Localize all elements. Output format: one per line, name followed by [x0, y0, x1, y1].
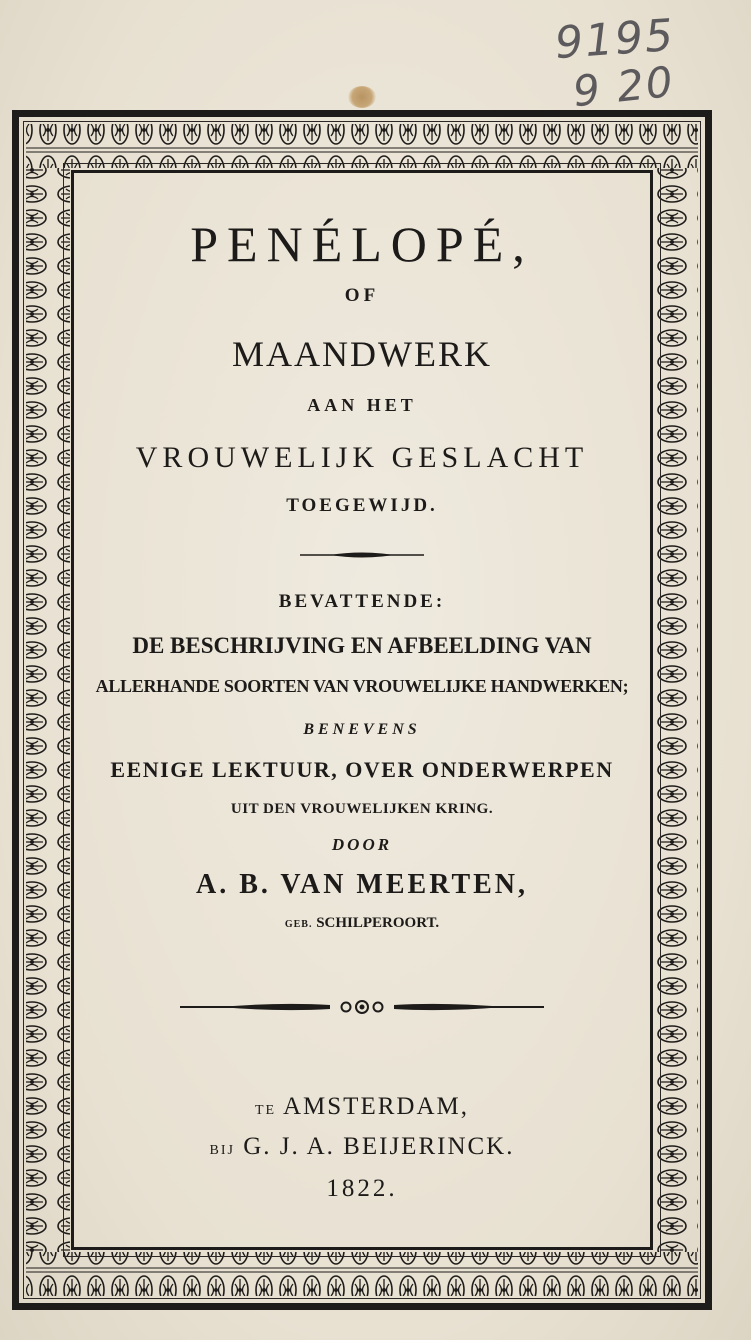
- author-note: SCHILPEROORT.: [316, 915, 440, 931]
- imprint-place: [74, 1093, 650, 1121]
- dedication-line-1: AAN HET: [307, 395, 417, 415]
- imprint-place-name: AMSTERDAM,: [282, 1093, 469, 1120]
- contents-line-2: ALLERHANDE SOORTEN VAN VROUWELIJKE HANDWERKEN;: [95, 676, 629, 696]
- contents-join: BENEVENS: [303, 721, 421, 738]
- contents-intro: BEVATTENDE:: [278, 591, 446, 612]
- paper-stain: [348, 86, 376, 108]
- imprint-publisher: [74, 1133, 650, 1161]
- imprint-publisher-prefix: BIJ: [209, 1143, 235, 1158]
- author-note-prefix: GEB.: [284, 919, 313, 930]
- imprint-place-prefix: TE: [255, 1103, 277, 1118]
- author-name: A. B. VAN MEERTEN,: [195, 869, 529, 900]
- shelfmark-line-2: 9 20: [570, 56, 677, 117]
- contents-line-1: DE BESCHRIJVING EN AFBEELDING VAN: [132, 633, 592, 658]
- conjunction: OF: [344, 285, 380, 306]
- dedication-line-3: TOEGEWIJD.: [286, 495, 438, 516]
- contents-line-4: UIT DEN VROUWELIJKEN KRING.: [230, 801, 494, 817]
- imprint-publisher-name: G. J. A. BEIJERINCK.: [243, 1133, 515, 1160]
- book-subtitle: MAANDWERK: [232, 334, 492, 374]
- shelfmark-line-1: 9195: [553, 9, 677, 70]
- author-maiden-name: [74, 915, 650, 932]
- title-block: [74, 173, 650, 1247]
- dedication-line-2: VROUWELIJK GESLACHT: [135, 441, 589, 474]
- book-title: PENÉLOPÉ,: [190, 216, 534, 272]
- decorative-rule-small: [300, 550, 424, 560]
- handwritten-shelfmark: [553, 9, 730, 124]
- imprint-year: 1822.: [326, 1175, 398, 1202]
- by-label: DOOR: [331, 835, 393, 854]
- decorative-rule-large: [180, 999, 544, 1015]
- contents-line-3: EENIGE LEKTUUR, OVER ONDERWERPEN: [110, 757, 614, 782]
